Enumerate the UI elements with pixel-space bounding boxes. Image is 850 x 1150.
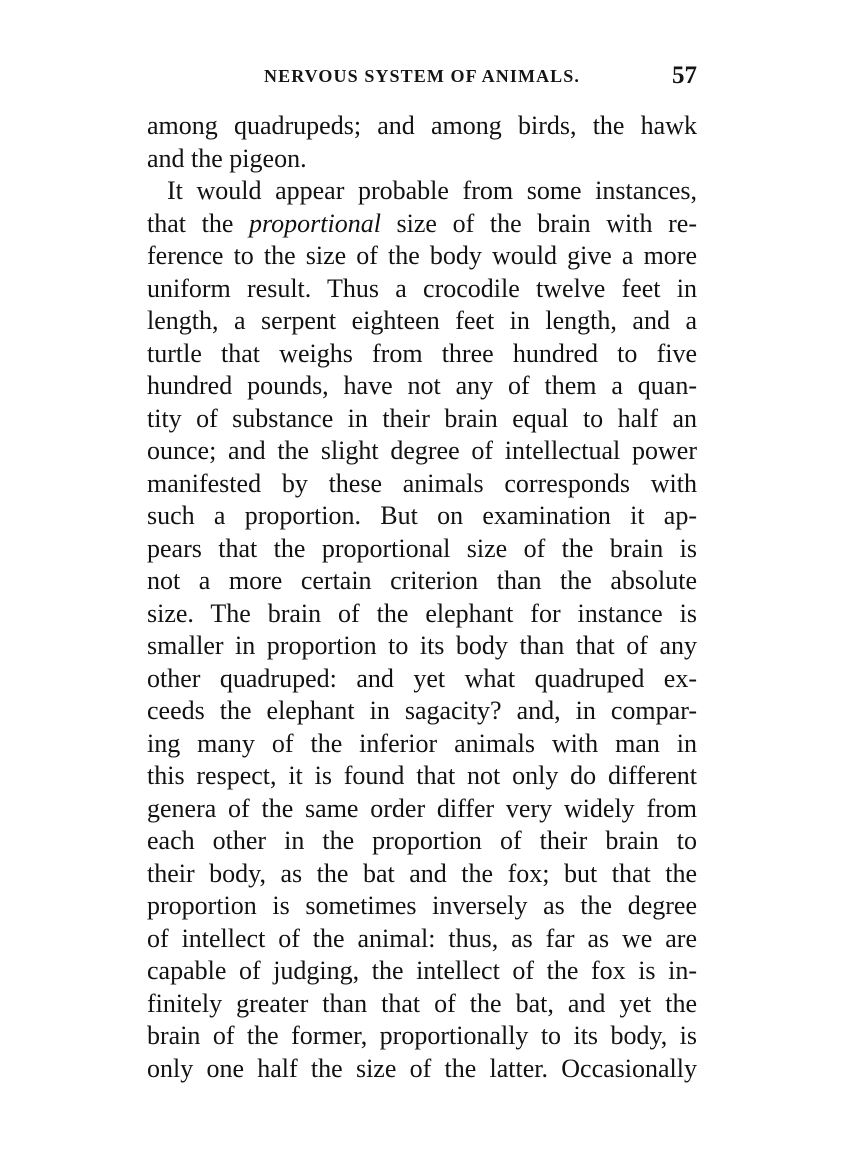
text-line: length, a serpent eighteen feet in length, and a bbox=[147, 306, 697, 335]
running-head bbox=[147, 62, 697, 92]
text-line: tity of substance in their brain equal to half an bbox=[147, 403, 697, 433]
text-line: of intellect of the animal: thus, as far as we are bbox=[147, 923, 697, 953]
page-number: 57 bbox=[672, 62, 697, 89]
text-line: ing many of the inferior animals with man in bbox=[147, 728, 697, 758]
text-line: not a more certain criterion than the absolute bbox=[147, 566, 697, 595]
text-line: this respect, it is found that not only do different bbox=[147, 761, 697, 790]
text-fragment: that the bbox=[147, 208, 249, 238]
text-line: smaller in proportion to its body than that of any bbox=[147, 631, 697, 660]
text-line: such a proportion. But on examination it ap- bbox=[147, 501, 697, 530]
running-title: NERVOUS SYSTEM OF ANIMALS. bbox=[264, 66, 580, 86]
text-line: their body, as the bat and the fox; but that the bbox=[147, 858, 697, 888]
text-line: finitely greater than that of the bat, and yet the bbox=[147, 988, 697, 1018]
body-text bbox=[147, 110, 697, 1085]
text-line bbox=[147, 208, 697, 241]
text-line: size. The brain of the elephant for instance is bbox=[147, 598, 697, 628]
text-line: and the pigeon. bbox=[147, 143, 307, 173]
text-line: manifested by these animals corresponds with bbox=[147, 468, 697, 498]
text-line: other quadruped: and yet what quadruped ex- bbox=[147, 663, 697, 693]
text-line: uniform result. Thus a crocodile twelve feet in bbox=[147, 273, 697, 303]
text-line: among quadrupeds; and among birds, the hawk bbox=[147, 111, 697, 140]
text-line: pears that the proportional size of the brain is bbox=[147, 533, 697, 563]
text-line: It would appear probable from some instances, bbox=[167, 176, 697, 205]
text-line: proportion is sometimes inversely as the degree bbox=[147, 891, 697, 920]
text-line: only one half the size of the latter. Occasionally bbox=[147, 1053, 697, 1083]
text-line: ceeds the elephant in sagacity? and, in compar- bbox=[147, 696, 697, 725]
text-line: brain of the former, proportionally to its body, is bbox=[147, 1021, 697, 1050]
emphasis-proportional: proportional bbox=[248, 208, 381, 238]
text-line: ounce; and the slight degree of intellectual power bbox=[147, 436, 697, 465]
text-line: ference to the size of the body would give a more bbox=[147, 241, 697, 270]
text-line: capable of judging, the intellect of the fox is in- bbox=[147, 956, 697, 985]
text-line: turtle that weighs from three hundred to five bbox=[147, 338, 697, 368]
text-line: each other in the proportion of their brain to bbox=[147, 826, 697, 855]
text-fragment: size of the brain with re- bbox=[380, 208, 697, 238]
text-line: genera of the same order differ very widely from bbox=[147, 793, 697, 823]
text-line: hundred pounds, have not any of them a quan- bbox=[147, 371, 697, 400]
